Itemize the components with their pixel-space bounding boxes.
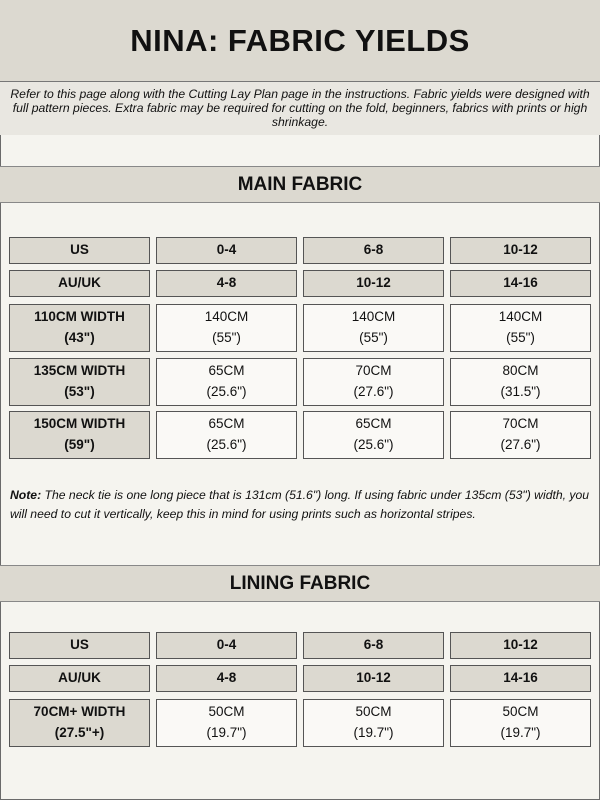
value-cell — [303, 699, 444, 747]
cell-text: 70CM+ WIDTH — [33, 704, 126, 720]
cell-text: 140CM — [204, 309, 249, 325]
cell-text: 6-8 — [363, 242, 384, 258]
value-cell — [303, 237, 444, 264]
value-cell — [450, 665, 591, 692]
cell-text: 150CM WIDTH — [33, 416, 126, 432]
cell-text: 135CM WIDTH — [33, 363, 126, 379]
row-label-cell — [9, 358, 150, 406]
row-label-cell — [9, 237, 150, 264]
value-cell — [450, 632, 591, 659]
lining-fabric-title: LINING FABRIC — [229, 572, 371, 594]
cell-text: 10-12 — [356, 275, 391, 291]
value-cell — [303, 270, 444, 297]
note-body: The neck tie is one long piece that is 131cm (51.6") long. If using fabric under 135cm (53") width, you will need to cut it vertically, keep this in mind for using prints such as horizontal stripes. — [10, 488, 590, 521]
value-cell — [156, 665, 297, 692]
cell-text: US — [70, 242, 89, 258]
cell-text: (27.5"+) — [54, 725, 105, 740]
cell-text: 14-16 — [503, 275, 538, 291]
row-label-cell — [9, 632, 150, 659]
lining-fabric-header — [0, 565, 600, 602]
row-label-cell — [9, 699, 150, 747]
value-cell — [450, 358, 591, 406]
cell-text: 10-12 — [503, 637, 538, 653]
cell-text: 80CM — [502, 363, 539, 379]
cell-text: (55") — [359, 330, 388, 345]
cell-text: 70CM — [502, 416, 539, 432]
cell-text: (25.6") — [206, 437, 247, 452]
cell-text: 50CM — [355, 704, 392, 720]
value-cell — [156, 304, 297, 352]
value-cell — [156, 358, 297, 406]
cell-text: 65CM — [355, 416, 392, 432]
note-label: Note: — [10, 488, 42, 502]
value-cell — [303, 632, 444, 659]
cell-text: 14-16 — [503, 670, 538, 686]
cell-text: (27.6") — [353, 384, 394, 399]
cell-text: 6-8 — [363, 637, 384, 653]
cell-text: (31.5") — [500, 384, 541, 399]
cell-text: 4-8 — [216, 275, 237, 291]
cell-text: 65CM — [208, 363, 245, 379]
row-label-cell — [9, 665, 150, 692]
value-cell — [156, 237, 297, 264]
value-cell — [450, 237, 591, 264]
cell-text: (19.7") — [206, 725, 247, 740]
row-label-cell — [9, 411, 150, 459]
cell-text: (25.6") — [353, 437, 394, 452]
value-cell — [156, 699, 297, 747]
value-cell — [303, 665, 444, 692]
cell-text: (55") — [212, 330, 241, 345]
cell-text: 140CM — [498, 309, 543, 325]
cell-text: (25.6") — [206, 384, 247, 399]
cell-text: 10-12 — [503, 242, 538, 258]
cell-text: AU/UK — [58, 670, 101, 686]
cell-text: (59") — [64, 437, 95, 452]
cell-text: (43") — [64, 330, 95, 345]
cell-text: 140CM — [351, 309, 396, 325]
cell-text: (19.7") — [500, 725, 541, 740]
value-cell — [156, 632, 297, 659]
main-fabric-header — [0, 166, 600, 203]
value-cell — [450, 699, 591, 747]
cell-text: (55") — [506, 330, 535, 345]
cell-text: 0-4 — [216, 637, 237, 653]
cell-text: 110CM WIDTH — [34, 309, 125, 325]
title-bar — [0, 0, 600, 82]
cell-text: AU/UK — [58, 275, 101, 291]
note-text — [10, 486, 592, 524]
cell-text: 4-8 — [216, 670, 237, 686]
value-cell — [303, 358, 444, 406]
value-cell — [450, 270, 591, 297]
row-label-cell — [9, 304, 150, 352]
cell-text: 70CM — [355, 363, 392, 379]
value-cell — [156, 270, 297, 297]
cell-text: (53") — [64, 384, 95, 399]
cell-text: 10-12 — [356, 670, 391, 686]
cell-text: 0-4 — [216, 242, 237, 258]
value-cell — [303, 304, 444, 352]
intro-text: Refer to this page along with the Cutting Lay Plan page in the instructions. Fabric yields were designed with full pattern pieces. Extra fabric may be required for cutting on the fold, beginners, fabrics with prints or high shrinkage. — [0, 82, 600, 135]
page-title: NINA: FABRIC YIELDS — [130, 22, 470, 58]
cell-text: (27.6") — [500, 437, 541, 452]
main-fabric-title: MAIN FABRIC — [237, 173, 363, 195]
value-cell — [450, 411, 591, 459]
cell-text: 65CM — [208, 416, 245, 432]
cell-text: (19.7") — [353, 725, 394, 740]
value-cell — [156, 411, 297, 459]
value-cell — [450, 304, 591, 352]
cell-text: 50CM — [502, 704, 539, 720]
cell-text: 50CM — [208, 704, 245, 720]
cell-text: US — [70, 637, 89, 653]
value-cell — [303, 411, 444, 459]
row-label-cell — [9, 270, 150, 297]
